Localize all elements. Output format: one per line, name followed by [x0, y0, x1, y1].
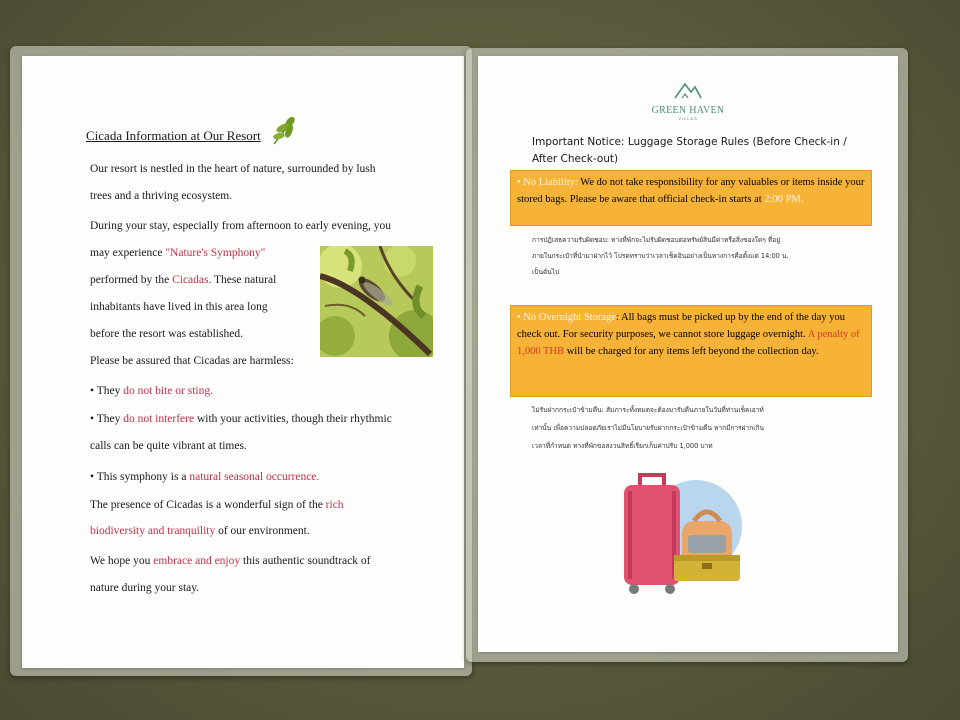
bullet-bite: • They do not bite or sting. — [90, 385, 213, 397]
no-liability-box: • No Liability: We do not take responsibility for any valuables or items inside your stored bags. Please be aware that official check-in starts at 2:00 PM. — [510, 170, 872, 226]
hope-line-1: We hope you embrace and enjoy this authentic soundtrack of — [90, 555, 371, 567]
logo-subtext: VILLAS — [678, 116, 698, 121]
cicada-information-sheet — [22, 56, 464, 668]
presence-line-1: The presence of Cicadas is a wonderful sign of the rich — [90, 499, 344, 511]
presence-line-2: biodiversity and tranquility of our environment. — [90, 525, 310, 537]
luggage-illustration — [618, 471, 748, 596]
stay-line-3: performed by the Cicadas. These natural — [90, 274, 277, 286]
intro-line-2: trees and a thriving ecosystem. — [90, 190, 233, 202]
penalty-highlight: A penalty of 1,000 THB — [517, 329, 860, 357]
thai-liability-line-2: ภายในกระเป๋าที่นำมาฝากไว้ โปรดทราบว่าเวลาเช็คอินอย่างเป็นทางการคือตั้งแต่ 14:00 น. — [532, 252, 789, 260]
bullet-interfere: • They do not interfere with your activities, though their rhythmic — [90, 413, 392, 425]
stay-line-2: may experience "Nature's Symphony" — [90, 247, 266, 259]
cicada-photo — [320, 246, 433, 357]
natures-symphony-highlight: "Nature's Symphony" — [165, 247, 266, 259]
stay-line-1: During your stay, especially from afternoon to early evening, you — [90, 220, 392, 232]
resort-logo — [646, 80, 730, 121]
mountain-house-icon — [673, 80, 703, 100]
stay-line-4: inhabitants have lived in this area long — [90, 301, 268, 313]
thai-overnight-line-2: เท่านั้น เพื่อความปลอดภัยเราไม่มีนโยบายรับฝากกระเป๋าข้ามคืน หากมีการฝากเกิน — [532, 424, 764, 432]
thai-overnight-line-1: ไม่รับฝากกระเป๋าข้ามคืน: สัมภาระทั้งหมดจะต้องมารับคืนภายในวันที่ท่านเช็คเอาท์ — [532, 406, 764, 414]
bullet-seasonal: • This symphony is a natural seasonal occurrence. — [90, 471, 320, 483]
bullet-interfere-cont: calls can be quite vibrant at times. — [90, 440, 247, 452]
stay-line-5: before the resort was established. — [90, 328, 243, 340]
luggage-notice-sheet — [478, 56, 898, 652]
assurance-line: Please be assured that Cicadas are harmless: — [90, 355, 294, 367]
page-title: Cicada Information at Our Resort — [86, 128, 261, 143]
thai-liability-line-1: การปฏิเสธความรับผิดชอบ: ทางที่พักจะไม่รับผิดชอบต่อทรัพย์สินมีค่าหรือสิ่งของใดๆ ที่อยู่ — [532, 236, 781, 244]
notice-title: Important Notice: Luggage Storage Rules (Before Check-in / After Check-out) — [532, 136, 847, 165]
thai-overnight-line-3: เวลาที่กำหนด ทางที่พักขอสงวนสิทธิ์เรียกเก็บค่าปรับ 1,000 บาท — [532, 442, 713, 450]
no-overnight-storage-box: • No Overnight Storage: All bags must be picked up by the end of the day you check out. For security purposes, we cannot store luggage overnight. A penalty of 1,000 THB will be charged for any items left beyond the collection day. — [510, 305, 872, 397]
intro-line-1: Our resort is nestled in the heart of nature, surrounded by lush — [90, 163, 376, 175]
thai-liability-line-3: เป็นต้นไป — [532, 268, 560, 276]
leaf-icon — [270, 114, 300, 146]
logo-text: GREEN HAVEN — [651, 105, 725, 116]
hope-line-2: nature during your stay. — [90, 582, 200, 594]
